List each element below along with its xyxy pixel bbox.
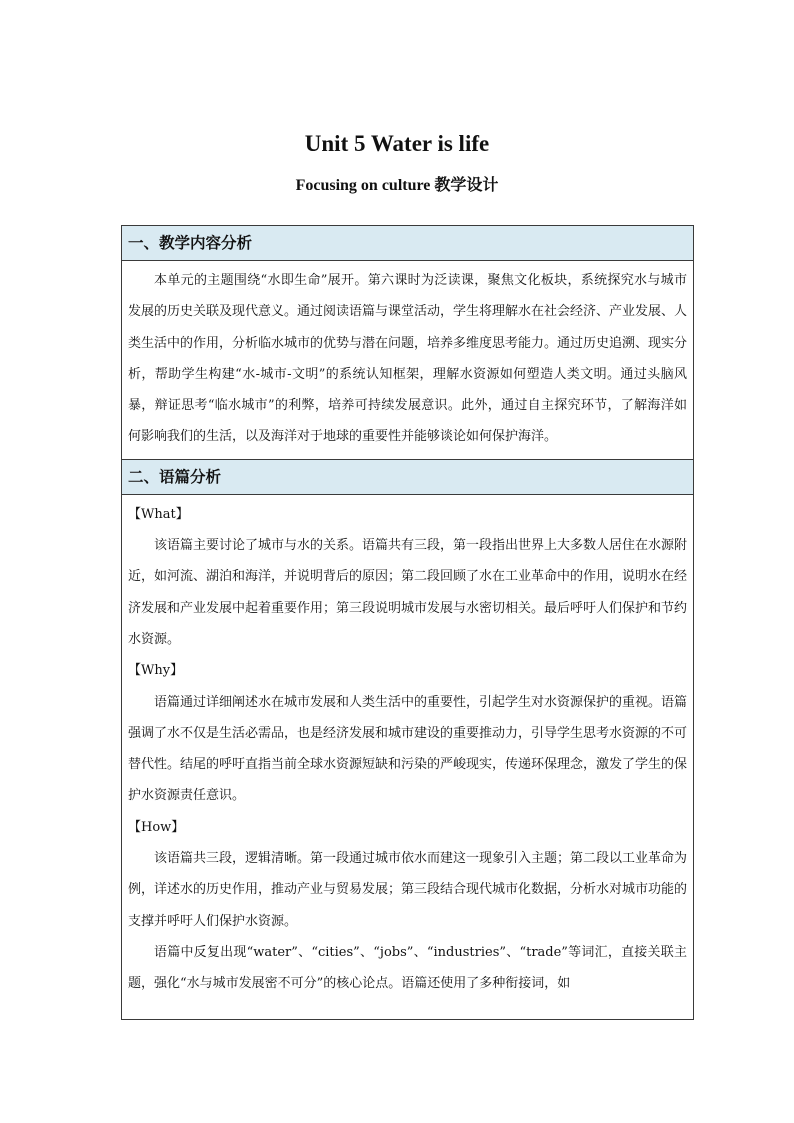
how-paragraph: 该语篇共三段，逻辑清晰。第一段通过城市依水而建这一现象引入主题；第二段以工业革命为例，详述水的历史作用，推动产业与贸易发展；第三段结合现代城市化数据，分析水对城市功能的支撑并呼吁人们保护水资源。	[128, 851, 688, 929]
document-title: Unit 5 Water is life	[304, 131, 490, 156]
section-body-content-analysis	[122, 261, 693, 459]
why-tag: 【Why】	[128, 663, 184, 679]
how-tag: 【How】	[128, 819, 185, 835]
why-paragraph: 语篇通过详细阐述水在城市发展和人类生活中的重要性，引起学生对水资源保护的重视。语篇强调了水不仅是生活必需品，也是经济发展和城市建设的重要推动力，引导学生思考水资源的不可替代性。结尾的呼吁直指当前全球水资源短缺和污染的严峻现实，传递环保理念，激发了学生的保护水资源责任意识。	[128, 694, 688, 804]
lesson-plan-table	[121, 225, 694, 1020]
what-tag: 【What】	[128, 506, 189, 522]
section-body-text-analysis	[122, 495, 693, 1006]
what-paragraph: 该语篇主要讨论了城市与水的关系。语篇共有三段，第一段指出世界上大多数人居住在水源附近，如河流、湖泊和海洋，并说明背后的原因；第二段回顾了水在工业革命中的作用，说明水在经济发展和产业发展中起着重要作用；第三段说明城市发展与水密切相关。最后呼吁人们保护和节约水资源。	[128, 538, 688, 647]
section-header-text-analysis: 二、语篇分析	[122, 459, 693, 495]
document-subtitle: Focusing on culture 教学设计	[295, 177, 499, 194]
section-header-content-analysis: 一、教学内容分析	[122, 226, 693, 261]
vocabulary-paragraph: 语篇中反复出现“water”、“cities”、“jobs”、“industries”、“trade”等词汇，直接关联主题，强化“水与城市发展密不可分”的核心论点。语篇还使用了多种衔接词，如	[128, 944, 687, 992]
content-analysis-paragraph: 本单元的主题围绕“水即生命”展开。第六课时为泛读课，聚焦文化板块，系统探究水与城市发展的历史关联及现代意义。通过阅读语篇与课堂活动，学生将理解水在社会经济、产业发展、人类生活中的作用，分析临水城市的优势与潜在问题，培养多维度思考能力。通过历史追溯、现实分析，帮助学生构建“水-城市-文明”的系统认知框架，理解水资源如何塑造人类文明。通过头脑风暴，辩证思考“临水城市”的利弊，培养可持续发展意识。此外，通过自主探究环节，了解海洋如何影响我们的生活，以及海洋对于地球的重要性并能够谈论如何保护海洋。	[128, 273, 688, 445]
